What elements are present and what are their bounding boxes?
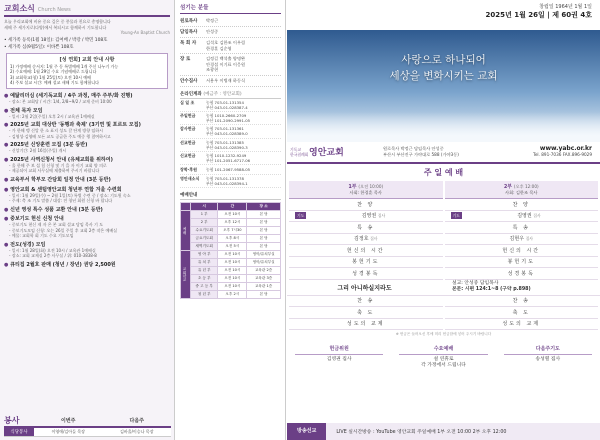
worship-name: 수요기도회 bbox=[191, 227, 218, 235]
worship-name: 유 치 부 bbox=[191, 259, 218, 267]
worship-header-cell: 간 bbox=[218, 203, 247, 211]
minister-role: 안수집사 bbox=[180, 78, 198, 84]
phone-fax: Tel. 891-7036 FAX.896-9029 bbox=[533, 152, 592, 157]
founded-date: 창립일 1964년 1월 1일 bbox=[539, 4, 592, 10]
worship-group: 예배 bbox=[181, 211, 191, 251]
ministers-title: 섬기는 분들 bbox=[180, 3, 281, 14]
news-item-detail: - 가 한해 뱅 신앙 한 소 표지 성도 갈 단계 방향 임하시 bbox=[9, 128, 103, 134]
service-1-header bbox=[289, 181, 443, 199]
news-title-text: 2025년 교회 대상반 '동행과 축제' (3기연 및 포르트 모집) bbox=[10, 122, 141, 129]
worship-name: 금요기도회 bbox=[191, 235, 218, 243]
news-item bbox=[4, 261, 170, 268]
news-bullet: ● bbox=[4, 261, 9, 268]
news-bullet: ● bbox=[4, 157, 9, 164]
service-role-heading: 다음주기도 bbox=[504, 345, 592, 355]
service-col-1 bbox=[289, 181, 443, 280]
service-order-label: 헌신의 시간 bbox=[502, 247, 541, 254]
news-item-detail: - 신앙기간: 2월 16일(주일) 개시 bbox=[9, 148, 67, 154]
news-item bbox=[4, 121, 170, 138]
worship-title: 예배안내 bbox=[180, 192, 281, 200]
service-order-row bbox=[289, 234, 443, 246]
church-logo: 영안교회 bbox=[309, 148, 344, 158]
news-item-title bbox=[4, 206, 170, 213]
worship-name: 영 아 부 bbox=[191, 251, 218, 259]
person-title: 집사 bbox=[533, 213, 541, 219]
worship-row bbox=[181, 283, 281, 291]
service-order-label: 찬 송 bbox=[357, 298, 375, 305]
news-bullet: ● bbox=[4, 107, 9, 114]
news-item bbox=[4, 206, 170, 213]
worship-header-cell: 장 소 bbox=[247, 203, 281, 211]
person-title: 집사 bbox=[525, 236, 533, 242]
news-item-detail: - 중보기도 현신 제 자 은 본 교회 설교 담임 목사 기 도 bbox=[9, 222, 103, 228]
account-numbers: 농협 703-01-131378 부산 043-01-028394-1 bbox=[206, 175, 248, 186]
account-row bbox=[180, 99, 281, 112]
account-type: 신교헌금 bbox=[180, 153, 196, 159]
church-news-header bbox=[4, 3, 170, 17]
cover-panel bbox=[287, 0, 600, 440]
service-title: 주 일 예 배 bbox=[423, 168, 464, 177]
news-item bbox=[4, 241, 170, 258]
service-order-row bbox=[289, 296, 443, 308]
minister-row bbox=[180, 27, 281, 38]
service-order-label: 찬 양 bbox=[512, 201, 530, 208]
news-item-detail: - 일시: 2월 2일(주일) 오후 2시 / 교육관 1예배실 bbox=[9, 113, 95, 119]
worship-row bbox=[181, 219, 281, 227]
news-bullet: ● bbox=[4, 177, 9, 184]
issue-info: 2025년 1월 26일 | 제 60권 4호 bbox=[485, 11, 592, 19]
sermon-title: 그리 아니하실지라도 bbox=[337, 284, 392, 292]
service-order-label: 봉헌기도 bbox=[352, 259, 380, 266]
service-role-col bbox=[391, 345, 495, 369]
news-item-detail: - 제공되어 교회 사무실에 제출하여 주시기 바랍니다 bbox=[9, 168, 100, 174]
account-numbers: 농협 1010-2660-2709 부산 101-2090-2991-05 bbox=[206, 113, 251, 124]
worship-name: 새벽기도회 bbox=[191, 243, 218, 251]
service-order-row bbox=[289, 222, 443, 234]
service-2-order bbox=[445, 199, 599, 280]
service-2-time: (오후 12:00) bbox=[513, 184, 539, 189]
worship-row bbox=[181, 235, 281, 243]
announcement-line: 4) 주보 설교 시간: 예배 설교 새해 기도 함께합니다 bbox=[10, 80, 100, 86]
news-item-title bbox=[4, 261, 170, 268]
account-row bbox=[180, 165, 281, 174]
worship-time: 오후 2시 bbox=[218, 291, 247, 299]
worship-header-cell: 시 bbox=[191, 203, 218, 211]
service-after-columns bbox=[287, 296, 600, 331]
service-role-col bbox=[287, 345, 391, 369]
news-item-detail: - 김영성·김영배 모든 교도 공급한 주도 예중 행 참여하시고 bbox=[9, 133, 111, 139]
news-title-text: 2025년 신앙훈련 모집 (3분 등반) bbox=[10, 142, 88, 149]
service-order-label: 성도의 교제 bbox=[502, 321, 541, 328]
news-bullet: ● bbox=[4, 216, 9, 223]
service-order-row bbox=[445, 268, 599, 280]
account-type: 십 일 조 bbox=[180, 99, 195, 105]
after-col-2 bbox=[445, 296, 599, 331]
volunteer-header bbox=[4, 415, 171, 428]
minister-role: 담임목사 bbox=[180, 30, 198, 35]
service-order-label: 성경봉독 bbox=[507, 270, 535, 277]
account-type: 선교헌금 bbox=[180, 139, 196, 145]
account-type: 감사헌금 bbox=[180, 126, 196, 132]
worship-name: 초 등 부 bbox=[191, 275, 218, 283]
service-order-label: 성경봉독 bbox=[352, 270, 380, 277]
person-title: 집사 bbox=[377, 213, 386, 219]
worship-place: 교육관 1층 bbox=[247, 283, 281, 291]
account-list bbox=[180, 99, 281, 189]
after-col-1 bbox=[289, 296, 443, 331]
news-item-title bbox=[4, 92, 170, 99]
news-title-text: 중보기도 현신 신청 안내 bbox=[10, 216, 64, 223]
broadcast-tab[interactable]: 방송선교 bbox=[287, 423, 326, 440]
news-item-detail: - 장소: 본 교회당 / 시간: 1/4, 2/8~9/2 / 교재 준비 10:00 bbox=[9, 98, 112, 104]
service-roles bbox=[287, 345, 600, 369]
worship-time: 오전 10시 bbox=[218, 251, 247, 259]
account-numbers: 농협 1010-1232-9249 부산 101-2051-6717-06 bbox=[206, 153, 251, 164]
ministers-panel bbox=[176, 0, 286, 440]
service-1-label: 1부 bbox=[348, 184, 357, 190]
news-item bbox=[4, 107, 170, 119]
service-2-header bbox=[445, 181, 599, 199]
account-numbers: 농협 703-01-131385 부산 043-01-028390-3 bbox=[206, 139, 248, 150]
worship-time: 오전 10시 bbox=[218, 259, 247, 267]
service-order-row bbox=[289, 307, 443, 319]
service-order-row bbox=[289, 257, 443, 269]
news-item bbox=[4, 92, 170, 104]
news-item-title bbox=[4, 176, 170, 183]
worship-group: 교회학교 bbox=[181, 251, 191, 299]
news-bullet: ● bbox=[4, 92, 9, 99]
worship-place: 영아/유치부실 bbox=[247, 251, 281, 259]
worship-table bbox=[180, 202, 281, 299]
worship-row bbox=[181, 251, 281, 259]
news-item-title bbox=[4, 241, 170, 248]
service-order-label: 특 송 bbox=[512, 224, 530, 231]
service-order-label: 축 도 bbox=[357, 309, 375, 316]
person-name: 김정호 bbox=[354, 236, 369, 243]
website-link[interactable]: www.yabc.or.kr bbox=[539, 145, 592, 152]
worship-place: 교육관 2층 bbox=[247, 267, 281, 275]
worship-time: 오후 8시 bbox=[218, 235, 247, 243]
news-title-text: 신년 영성 특수 성품 교환 안내 (3분 등반) bbox=[10, 206, 103, 213]
news-item-detail: - 올 한해 주 보 섬 힘 신청 및 기 을 자 이기 교회 양 의로 bbox=[9, 163, 107, 169]
church-news-title: 교회소식 bbox=[4, 4, 35, 13]
worship-place: 본 당 bbox=[247, 211, 281, 219]
service-role-heading: 헌금위원 bbox=[295, 345, 383, 355]
service-order-person bbox=[295, 235, 437, 242]
news-bullet: ● bbox=[4, 241, 9, 248]
pastor-info: 원로목사 박정근 담임목사 안성중 bbox=[383, 146, 444, 151]
minister-names: 김정길 백석출 양명완 안경섭 이기표 이응원 조광현 bbox=[206, 56, 246, 72]
news-item bbox=[4, 176, 170, 183]
volunteer-row-label: 식당봉사 bbox=[4, 428, 34, 436]
banner-line-2: 세상을 변화시키는 교회 bbox=[389, 70, 498, 82]
greeting-quote bbox=[4, 19, 170, 36]
announcement-line: 2) 수요예배: 1월 29일 수요 기념예배로 드립니다 bbox=[10, 69, 97, 75]
service-columns bbox=[287, 181, 600, 280]
service-order-label: 특 송 bbox=[357, 224, 375, 231]
news-list bbox=[4, 92, 170, 268]
worship-table-header bbox=[181, 203, 281, 211]
worship-row bbox=[181, 227, 281, 235]
announcement-line: 3) 교회학교(청) 1월 25일(토) 오전 10시 예배 bbox=[10, 74, 91, 80]
worship-place: 본 당 bbox=[247, 243, 281, 251]
banner-snow bbox=[287, 112, 600, 142]
account-row bbox=[180, 112, 281, 125]
announcement-box bbox=[6, 53, 168, 89]
service-order-person bbox=[310, 212, 436, 219]
account-title bbox=[180, 91, 281, 99]
service-order-label: 축 도 bbox=[512, 309, 530, 316]
worship-time: 오후 7시30 bbox=[218, 227, 247, 235]
service-order-row bbox=[445, 234, 599, 246]
worship-name: 2 부 bbox=[191, 219, 218, 227]
volunteer-col-next: 다음주 bbox=[129, 418, 144, 424]
announcement-line: 1) 가정예배 순서지: 1월 주 동 특별예배 1개 주신 나누기 가능 bbox=[10, 63, 119, 69]
service-order-tag: 기도 bbox=[297, 212, 305, 218]
quote-line: 오늘 우리교회에 비유 중요 깊은 중 풍물과 친요로 총명합니다 bbox=[4, 19, 111, 24]
sermon-row bbox=[287, 280, 600, 296]
service-role-col bbox=[496, 345, 600, 369]
worship-header-cell bbox=[181, 203, 191, 211]
minister-role: 목 회 자 bbox=[180, 41, 197, 46]
account-type: 주일헌금 bbox=[180, 113, 196, 119]
news-title-text: 큐티집 2월호 판매 (청년 / 장년) 권당 2,500원 bbox=[10, 261, 116, 268]
service-col-2 bbox=[445, 181, 599, 280]
worship-place: 본 당 bbox=[247, 227, 281, 235]
news-item-detail: - 일시: 1월 28일(화) 오전 10시 / 교육관 1예배실 bbox=[9, 247, 96, 253]
service-order-row bbox=[445, 245, 599, 257]
minister-names: 안성중 bbox=[206, 29, 219, 34]
service-role-value: 설 연휴로 각 가정에서 드립니다 bbox=[421, 357, 466, 368]
news-title-text: 전도(성경) 모임 bbox=[10, 241, 46, 248]
quote-source: Young-An Baptist Church bbox=[120, 30, 170, 35]
worship-row bbox=[181, 275, 281, 283]
worship-time: 오전 10시 bbox=[218, 275, 247, 283]
service-order-row bbox=[289, 199, 443, 211]
minister-row bbox=[180, 76, 281, 87]
person-name: 김영권 bbox=[361, 213, 377, 220]
person-title: 집사 bbox=[370, 236, 378, 242]
announcement-box-title: [성 연회] 교회 안내 사항 bbox=[59, 56, 115, 63]
news-item bbox=[4, 141, 170, 153]
service-role-value: 김영권 집사 bbox=[326, 357, 352, 362]
cover-banner bbox=[287, 30, 600, 142]
worship-name: 청 년 부 bbox=[191, 291, 218, 299]
account-title-label: 온라인계좌 bbox=[180, 91, 202, 97]
broadcast-text: LIVE 실시간방송 : YouTube 영안교회 주일예배 1부 오전 10:00 2부 오후 12:00 bbox=[336, 430, 507, 435]
news-title-text: 예닮리더심 (세기독교회 / 4주 과정, 매주 주부/화 진행) bbox=[10, 92, 133, 99]
volunteer-this-week: 이영애/김아들 목장 bbox=[51, 429, 86, 434]
service-order-label: 봉헌기도 bbox=[507, 259, 535, 266]
service-1-leader: 사회: 한경훈 목사 bbox=[349, 190, 382, 195]
account-row bbox=[180, 139, 281, 152]
news-item bbox=[4, 186, 170, 203]
worship-table-body bbox=[181, 211, 281, 299]
service-2-label: 2부 bbox=[503, 184, 513, 190]
news-item-title bbox=[4, 107, 170, 114]
sermon-scripture: 본문: 시편 124:1~8 (구약 p.898) bbox=[452, 287, 531, 292]
service-order-row bbox=[445, 199, 599, 211]
logo-subtitle: 기독교 한국침례회 bbox=[290, 147, 309, 157]
news-title-text: 영안교회 & 센텀영안교회 청년부 연합 겨울 수련회 bbox=[10, 186, 122, 193]
service-order-label: 헌신의 시간 bbox=[346, 247, 385, 254]
account-row bbox=[180, 125, 281, 138]
worship-time: 오전 10시 bbox=[218, 283, 247, 291]
new-member-note: • 세가족 등록(1월 18일): 김여배 / 박강 / 박민 108호 bbox=[4, 37, 108, 43]
news-bullet: ● bbox=[4, 122, 9, 129]
account-type: 장학·후원 bbox=[180, 166, 197, 172]
church-news-panel bbox=[0, 0, 175, 440]
sermon-preacher: 설교: 안성중 담임목사 bbox=[452, 281, 499, 286]
service-order-person bbox=[466, 212, 592, 219]
news-title-text: 교육부서 학부모 간담회 일정 안내 (3분 등반) bbox=[10, 177, 111, 184]
account-row bbox=[180, 175, 281, 188]
news-bullet: ● bbox=[4, 186, 9, 193]
worship-place: 교육관 3층 bbox=[247, 275, 281, 283]
account-note: (예금주 : 영안교회) bbox=[203, 91, 242, 97]
service-order-row bbox=[289, 268, 443, 280]
church-contact-bar bbox=[287, 142, 600, 164]
offering-note: ※ 헌금은 들어오신 후에 미리 헌금함에 넣어 주시기 바랍니다 bbox=[395, 332, 492, 336]
worship-row bbox=[181, 211, 281, 219]
address: 부산시 부산진구 가야대로 588 (가야3동) bbox=[383, 152, 459, 157]
broadcast-bar bbox=[287, 423, 600, 440]
worship-time: 오전 10시 bbox=[218, 211, 247, 219]
new-member-note: • 세가족 심(9월5일): 이바쁜 108호 bbox=[4, 44, 74, 50]
service-order-tag: 기도 bbox=[452, 212, 460, 218]
volunteer-next-week: 김바울/이승나 목장 bbox=[119, 429, 154, 434]
news-item-title bbox=[4, 186, 170, 193]
sunday-service-section bbox=[287, 164, 600, 369]
service-1-order bbox=[289, 199, 443, 280]
minister-row bbox=[180, 54, 281, 76]
service-order-row bbox=[445, 319, 599, 331]
news-item bbox=[4, 156, 170, 173]
church-logo-area bbox=[287, 143, 379, 161]
service-order-row bbox=[445, 257, 599, 269]
banner-line-1: 사랑으로 하나되어 bbox=[401, 54, 486, 66]
worship-row bbox=[181, 259, 281, 267]
minister-names: 박정근 bbox=[206, 18, 219, 23]
service-order-person bbox=[451, 235, 593, 242]
news-item bbox=[4, 215, 170, 238]
worship-place: 본 당 bbox=[247, 291, 281, 299]
worship-time: 오후 12시 bbox=[218, 219, 247, 227]
news-title-text: 2025년 사역신청서 안내 (유체교회를 위하여) bbox=[10, 157, 113, 164]
volunteer-col-this: 이번주 bbox=[61, 418, 76, 424]
service-order-row bbox=[445, 296, 599, 308]
minister-names: 김석호 김한조 이우림 한경훈 김순영 bbox=[206, 40, 246, 51]
news-item-detail: - 예물: 교회학 회 기도 수요 기도모임 bbox=[9, 232, 74, 238]
minister-row bbox=[180, 16, 281, 27]
news-item-detail: - 장소: 교회 교제실 2층 사무실 / 위: 010-3838-8 bbox=[9, 252, 97, 258]
service-order-row bbox=[445, 307, 599, 319]
account-type: 영안새소식 bbox=[180, 175, 200, 181]
minister-role: 원로목사 bbox=[180, 19, 198, 24]
worship-name: 유 년 부 bbox=[191, 267, 218, 275]
worship-name: 1 부 bbox=[191, 211, 218, 219]
news-bullet: ● bbox=[4, 206, 9, 213]
sermon-details bbox=[442, 281, 600, 293]
news-item-detail: - 일시: 1월 29일(수) ~ 2월 1일(토) 특별 수련 중 / 장소: 기도원 숙소 bbox=[9, 192, 131, 198]
service-order-label: 찬 송 bbox=[512, 298, 530, 305]
service-2-leader: 사회: 김한조 목사 bbox=[505, 190, 538, 195]
volunteer-table bbox=[4, 415, 171, 437]
minister-row bbox=[180, 38, 281, 54]
worship-row bbox=[181, 291, 281, 299]
account-numbers: 농협 703-01-131354 부산 043-01-028387-4 bbox=[206, 99, 248, 110]
church-info-bar bbox=[287, 0, 600, 10]
service-order-row bbox=[445, 211, 599, 223]
service-order-label: 성도의 교제 bbox=[346, 321, 385, 328]
minister-role: 장 로 bbox=[180, 57, 191, 62]
news-item-detail: - 주제: 축 조 기도 말씀 / 대상: 전 청년 회원 신청 바 랍니다 bbox=[9, 198, 113, 204]
news-title-text: 전체 목자 모임 bbox=[10, 107, 43, 114]
worship-place: 본 당 bbox=[247, 219, 281, 227]
account-numbers: 농협 101-2067-9588-05 bbox=[206, 166, 251, 172]
service-role-heading: 수요예배 bbox=[399, 345, 487, 355]
worship-place: 본 당 bbox=[247, 235, 281, 243]
service-order-row bbox=[445, 222, 599, 234]
volunteer-row bbox=[4, 428, 171, 437]
service-order-row bbox=[289, 211, 443, 223]
service-order-row bbox=[289, 319, 443, 331]
account-row bbox=[180, 152, 281, 165]
ministers-list bbox=[180, 16, 281, 87]
person-name: 김영권 bbox=[517, 213, 532, 220]
worship-time: 오전 5시 bbox=[218, 243, 247, 251]
worship-row bbox=[181, 267, 281, 275]
service-role-value: 송성렬 집사 bbox=[535, 357, 561, 362]
worship-name: 중 고 등 부 bbox=[191, 283, 218, 291]
quote-line: 새해 주 세가지로(다양)에서 복되시고 함께하시 기도합니다 bbox=[4, 24, 107, 30]
service-1-time: (오전 10:00) bbox=[358, 184, 384, 189]
service-order-label: 찬 양 bbox=[357, 201, 375, 208]
volunteer-title: 봉사 bbox=[4, 416, 20, 425]
church-news-title-en: Church News bbox=[37, 7, 71, 13]
service-order-row bbox=[289, 245, 443, 257]
news-item-detail: - 중보기도모임 신청: 오는 26일 주일 후 교회 2층 작은 예배실 bbox=[9, 227, 118, 233]
person-name: 김현우 bbox=[509, 236, 525, 243]
worship-time: 오전 10시 bbox=[218, 267, 247, 275]
news-bullet: ● bbox=[4, 142, 9, 149]
minister-names: 서용우 이병재 하동식 bbox=[206, 77, 246, 83]
worship-row bbox=[181, 243, 281, 251]
worship-place: 영아/유치부실 bbox=[247, 259, 281, 267]
church-address-block bbox=[379, 146, 520, 158]
church-web-block bbox=[520, 146, 600, 158]
account-numbers: 농협 703-01-131361 부산 043-01-028389-0 bbox=[206, 126, 248, 137]
